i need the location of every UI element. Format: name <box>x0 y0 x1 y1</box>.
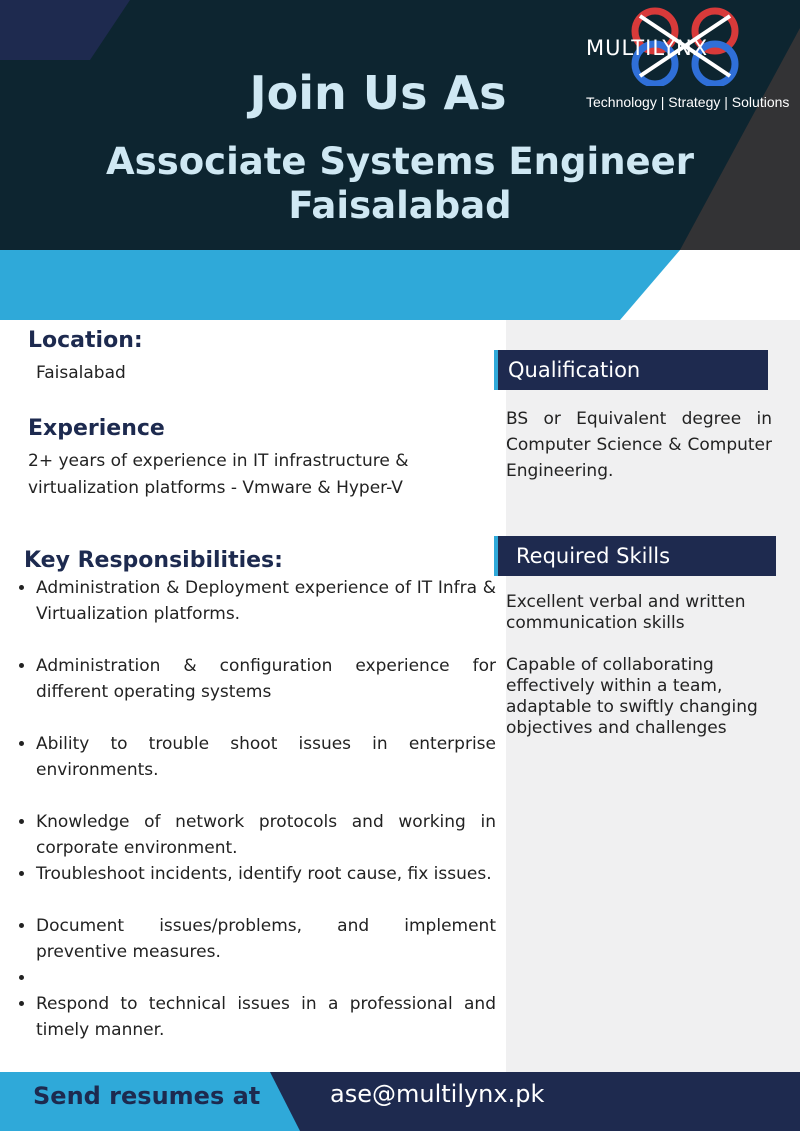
skills-heading: Required Skills <box>498 536 776 576</box>
list-item: • Troubleshoot incidents, identify root cause, fix issues. <box>36 861 496 887</box>
skill-item: Capable of collaborating effectively within a team, adaptable to swiftly changing objectives and challenges <box>506 655 758 738</box>
list-item: • Respond to technical issues in a professional and timely manner. <box>36 991 496 1043</box>
job-city: Faisalabad <box>288 184 512 227</box>
list-item: • Document issues/problems, and implement preventive measures. <box>36 913 496 965</box>
page-title: Join Us As <box>249 66 507 120</box>
logo-name: MULTILYNX <box>586 36 709 60</box>
list-item: • Ability to trouble shoot issues in enterprise environments. <box>36 731 496 783</box>
list-item: • Knowledge of network protocols and working in corporate environment. <box>36 809 496 861</box>
location-value: Faisalabad <box>36 363 126 383</box>
list-item: • Administration & configuration experience for different operating systems <box>36 653 496 705</box>
job-role: Associate Systems Engineer <box>106 140 694 183</box>
logo-tagline: Technology | Strategy | Solutions <box>586 94 790 110</box>
experience-value: 2+ years of experience in IT infrastructure & virtualization platforms - Vmware & Hyper-V <box>28 451 409 498</box>
send-resumes-label: Send resumes at <box>33 1082 261 1110</box>
qualification-heading: Qualification <box>498 350 768 390</box>
location-heading: Location: <box>28 328 143 353</box>
experience-heading: Experience <box>28 416 165 441</box>
job-title <box>0 140 800 228</box>
skill-item: Excellent verbal and written communication skills <box>506 592 746 633</box>
list-item: • Administration & Deployment experience of IT Infra & Virtualization platforms. <box>36 575 496 627</box>
responsibilities-heading: Key Responsibilities: <box>24 548 283 573</box>
qualification-value: BS or Equivalent degree in Computer Science & Computer Engineering. <box>506 409 772 481</box>
responsibilities-list <box>16 575 496 1043</box>
skills-list <box>506 592 786 739</box>
email-link[interactable]: ase@multilynx.pk <box>330 1080 545 1108</box>
list-item <box>36 965 496 991</box>
